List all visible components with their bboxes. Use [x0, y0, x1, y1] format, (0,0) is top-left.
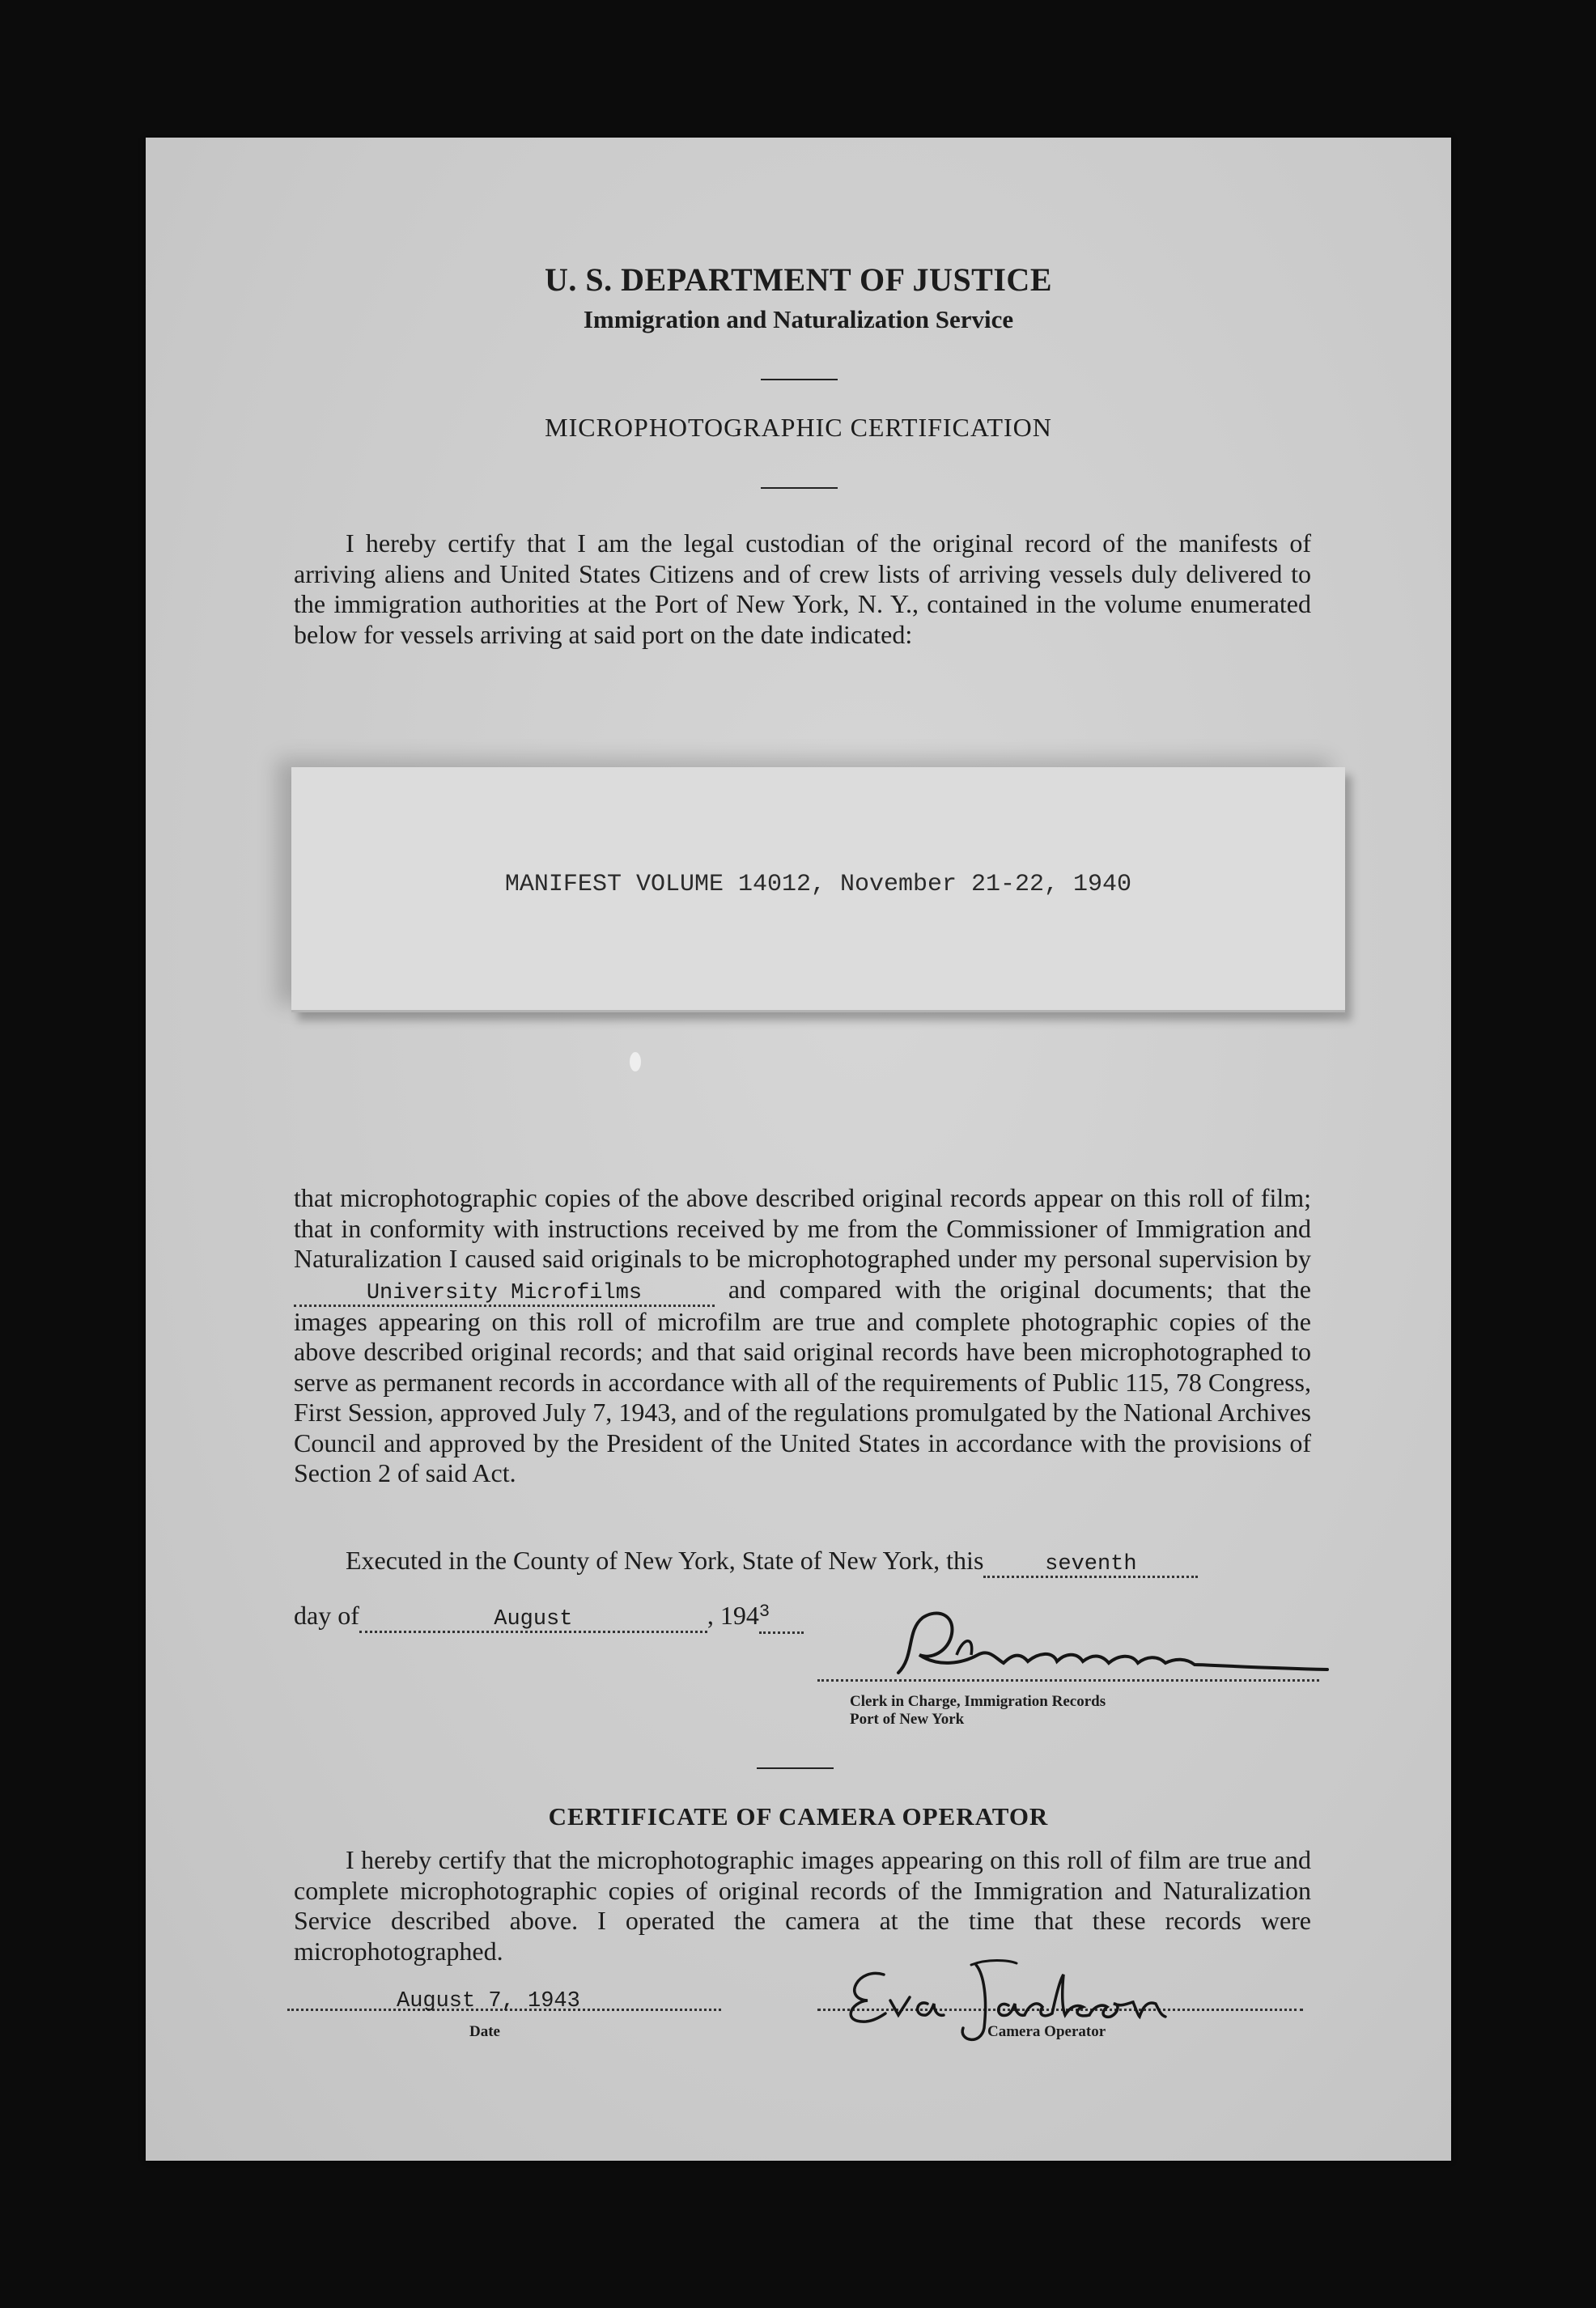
clerk-title-line-2: Port of New York	[850, 1711, 965, 1728]
certification-heading: MICROPHOTOGRAPHIC CERTIFICATION	[545, 413, 1052, 442]
executed-day-field	[983, 1549, 1198, 1578]
year-digit-value: 3	[758, 1602, 770, 1622]
body-part-1: that microphotographic copies of the above described original records appear on this roll of film; that in conformity with instructions received by me from the Commissioner of Immigration and Naturalization I caused said originals to be microphotographed under my personal supervision by	[294, 1183, 1311, 1273]
day-of-label: day of	[294, 1601, 359, 1630]
clerk-title-line-1: Clerk in Charge, Immigration Records	[850, 1693, 1106, 1710]
filmed-by-value: University Microfilms	[366, 1280, 643, 1305]
certification-body	[294, 1183, 1311, 1489]
divider	[761, 487, 838, 489]
divider	[757, 1767, 834, 1769]
camera-operator-heading: CERTIFICATE OF CAMERA OPERATOR	[548, 1802, 1049, 1831]
manifest-volume-slip	[291, 767, 1345, 1012]
executed-month-value: August	[494, 1607, 573, 1631]
department-title: U. S. DEPARTMENT OF JUSTICE	[545, 261, 1052, 298]
body-part-2: and compared with the original documents; that the images appearing on this roll of microfilm are true and complete photographic copies of the above described original records; and that said original records have been microphotographed to serve as permanent records in accordance with all of the requirements of Public 115, 78 Congress, First Session, approved July 7, 1943, and of the regulations promulgated by the National Archives Council and approved by the President of the United States in accordance with the provisions of Section 2 of said Act.	[294, 1274, 1312, 1487]
day-of-line	[294, 1601, 804, 1634]
clerk-title	[850, 1693, 1106, 1729]
film-speck	[630, 1052, 641, 1071]
clerk-signature	[882, 1598, 1335, 1687]
executed-line	[346, 1546, 1198, 1578]
manifest-volume-text: MANIFEST VOLUME 14012, November 21-22, 1940	[504, 871, 1132, 898]
agency-subtitle: Immigration and Naturalization Service	[583, 305, 1014, 333]
executed-day-value: seventh	[1045, 1552, 1137, 1576]
year-prefix: , 194	[707, 1601, 759, 1630]
intro-paragraph: I hereby certify that I am the legal custodian of the original record of the manifests of arriving aliens and United States Citizens and of crew lists of arriving vessels duly delivered to the immigration authorities at the Port of New York, N. Y., contained in the volume enumerated below for vessels arriving at said port on the date indicated:	[294, 528, 1311, 649]
camera-operator-statement: I hereby certify that the microphotographic images appearing on this roll of film are true and complete microphotographic copies of original records of the Immigration and Naturalization Service described above. I operated the camera at the time that these records were microphotographed.	[294, 1845, 1311, 1966]
filmed-by-field	[294, 1278, 715, 1307]
year-digit-field	[759, 1604, 804, 1634]
camera-operator-label: Camera Operator	[987, 2023, 1106, 2040]
date-label: Date	[469, 2023, 500, 2040]
certification-date-value: August 7, 1943	[397, 1989, 580, 2013]
executed-prefix: Executed in the County of New York, State of New York, this	[346, 1546, 984, 1575]
certificate-page	[146, 138, 1451, 2161]
executed-month-field	[359, 1604, 707, 1633]
divider	[761, 379, 838, 380]
